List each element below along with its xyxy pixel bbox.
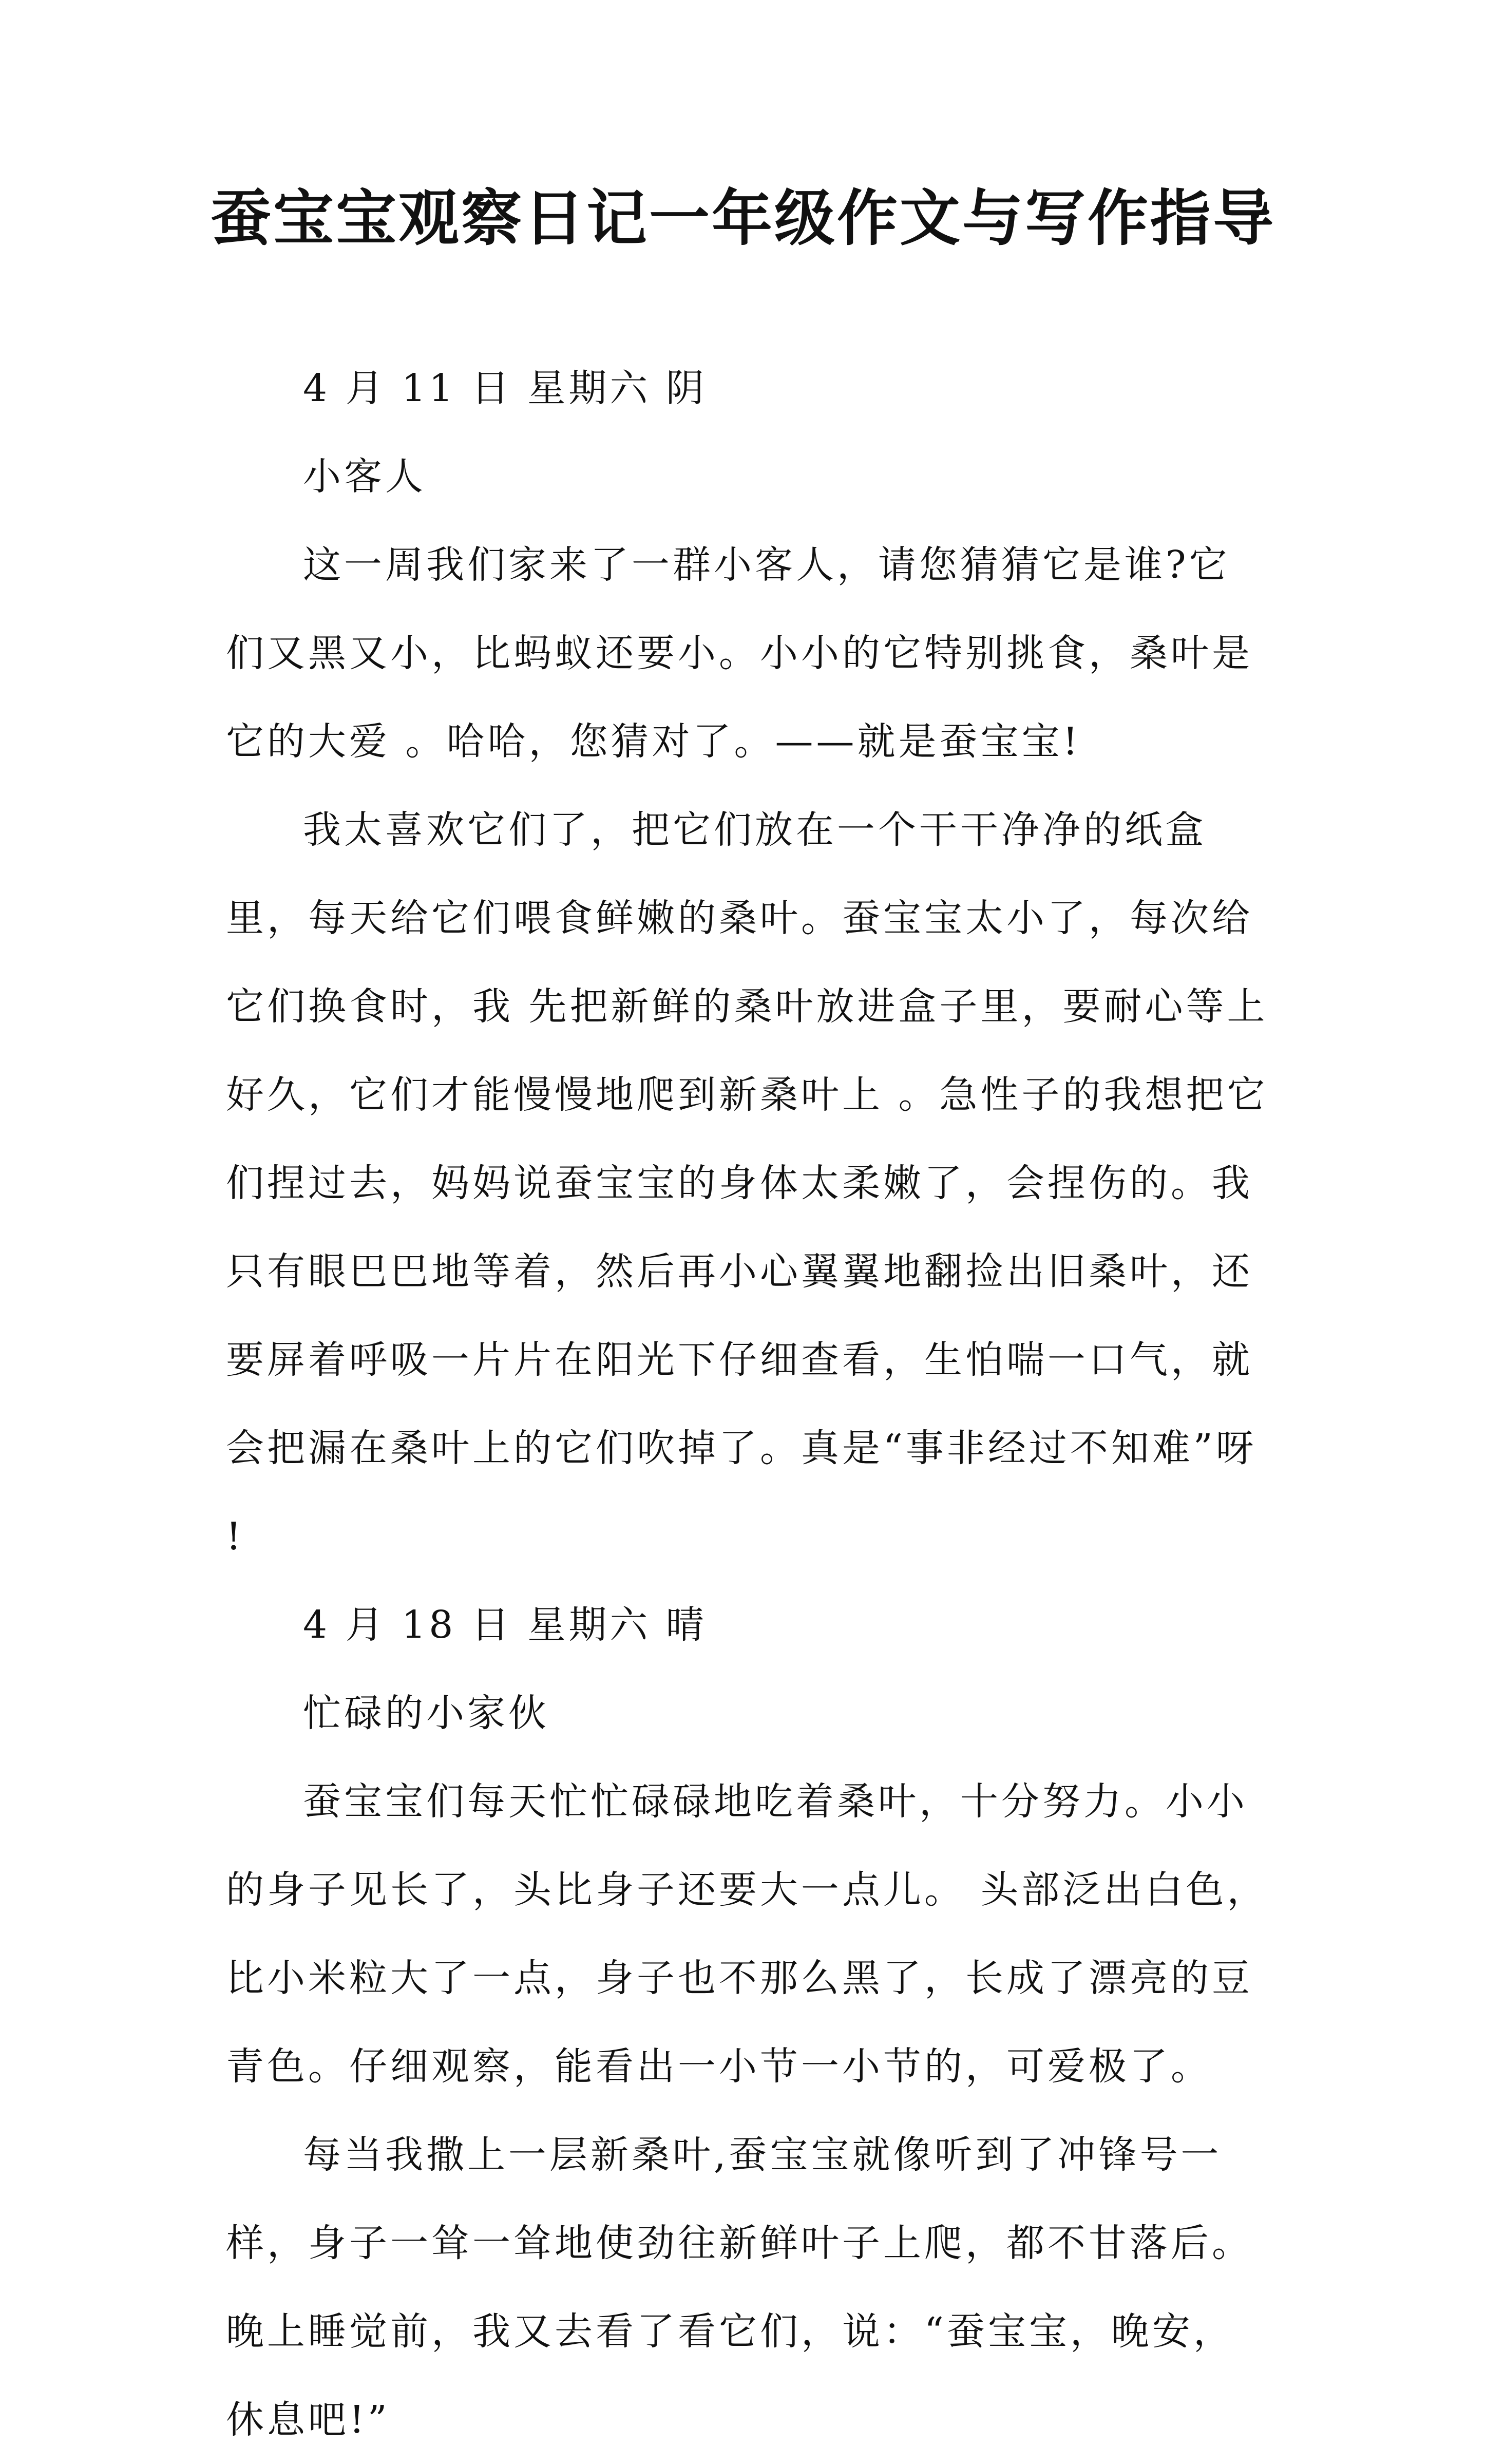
document-body bbox=[226, 344, 1268, 2464]
entry-paragraph: 每当我撒上一层新桑叶,蚕宝宝就像听到了冲锋号一样，身子一耸一耸地使劲往新鲜叶子上爬，都不甘落后。晚上睡觉前，我又去看了看它们，说：“蚕宝宝，晚安，休息吧!” bbox=[226, 2133, 1253, 2442]
entry-heading: 忙碌的小家伙 bbox=[303, 1691, 549, 1735]
entry-paragraph: 我太喜欢它们了，把它们放在一个干干净净的纸盒里，每天给它们喂食鲜嫩的桑叶。蚕宝宝太小了，每次给它们换食时，我 先把新鲜的桑叶放进盒子里，要耐心等上好久，它们才能慢慢地爬到新桑叶上 。急性子的我想把它们捏过去，妈妈说蚕宝宝的身体太柔嫩了，会捏伤的。我只有眼巴巴地等着，然后再小心翼翼地翻捡出旧桑叶，还要屏着呼吸一片片在阳光下仔细查看，生怕喘一口气，就会把漏在桑叶上的它们吹掉了。真是“事非经过不知难”呀 ! bbox=[226, 808, 1268, 1559]
entry-paragraph: 蚕宝宝们每天忙忙碌碌地吃着桑叶，十分努力。小小的身子见长了，头比身子还要大一点儿。 头部泛出白色，比小米粒大了一点，身子也不那么黑了，长成了漂亮的豆青色。仔细观察，能看出一小节一小节的，可爱极了。 bbox=[226, 1779, 1268, 2089]
entry-heading: 小客人 bbox=[303, 454, 426, 499]
entry-paragraph: 这一周我们家来了一群小客人，请您猜猜它是谁?它们又黑又小，比蚂蚁还要小。小小的它特别挑食，桑叶是它的大爱 。哈哈，您猜对了。——就是蚕宝宝! bbox=[226, 543, 1253, 764]
entry-date: 4 月 18 日 星期六 晴 bbox=[303, 1603, 707, 1647]
entry-date: 4 月 11 日 星期六 阴 bbox=[303, 366, 707, 410]
document-title: 蚕宝宝观察日记一年级作文与写作指导 bbox=[210, 182, 1275, 254]
